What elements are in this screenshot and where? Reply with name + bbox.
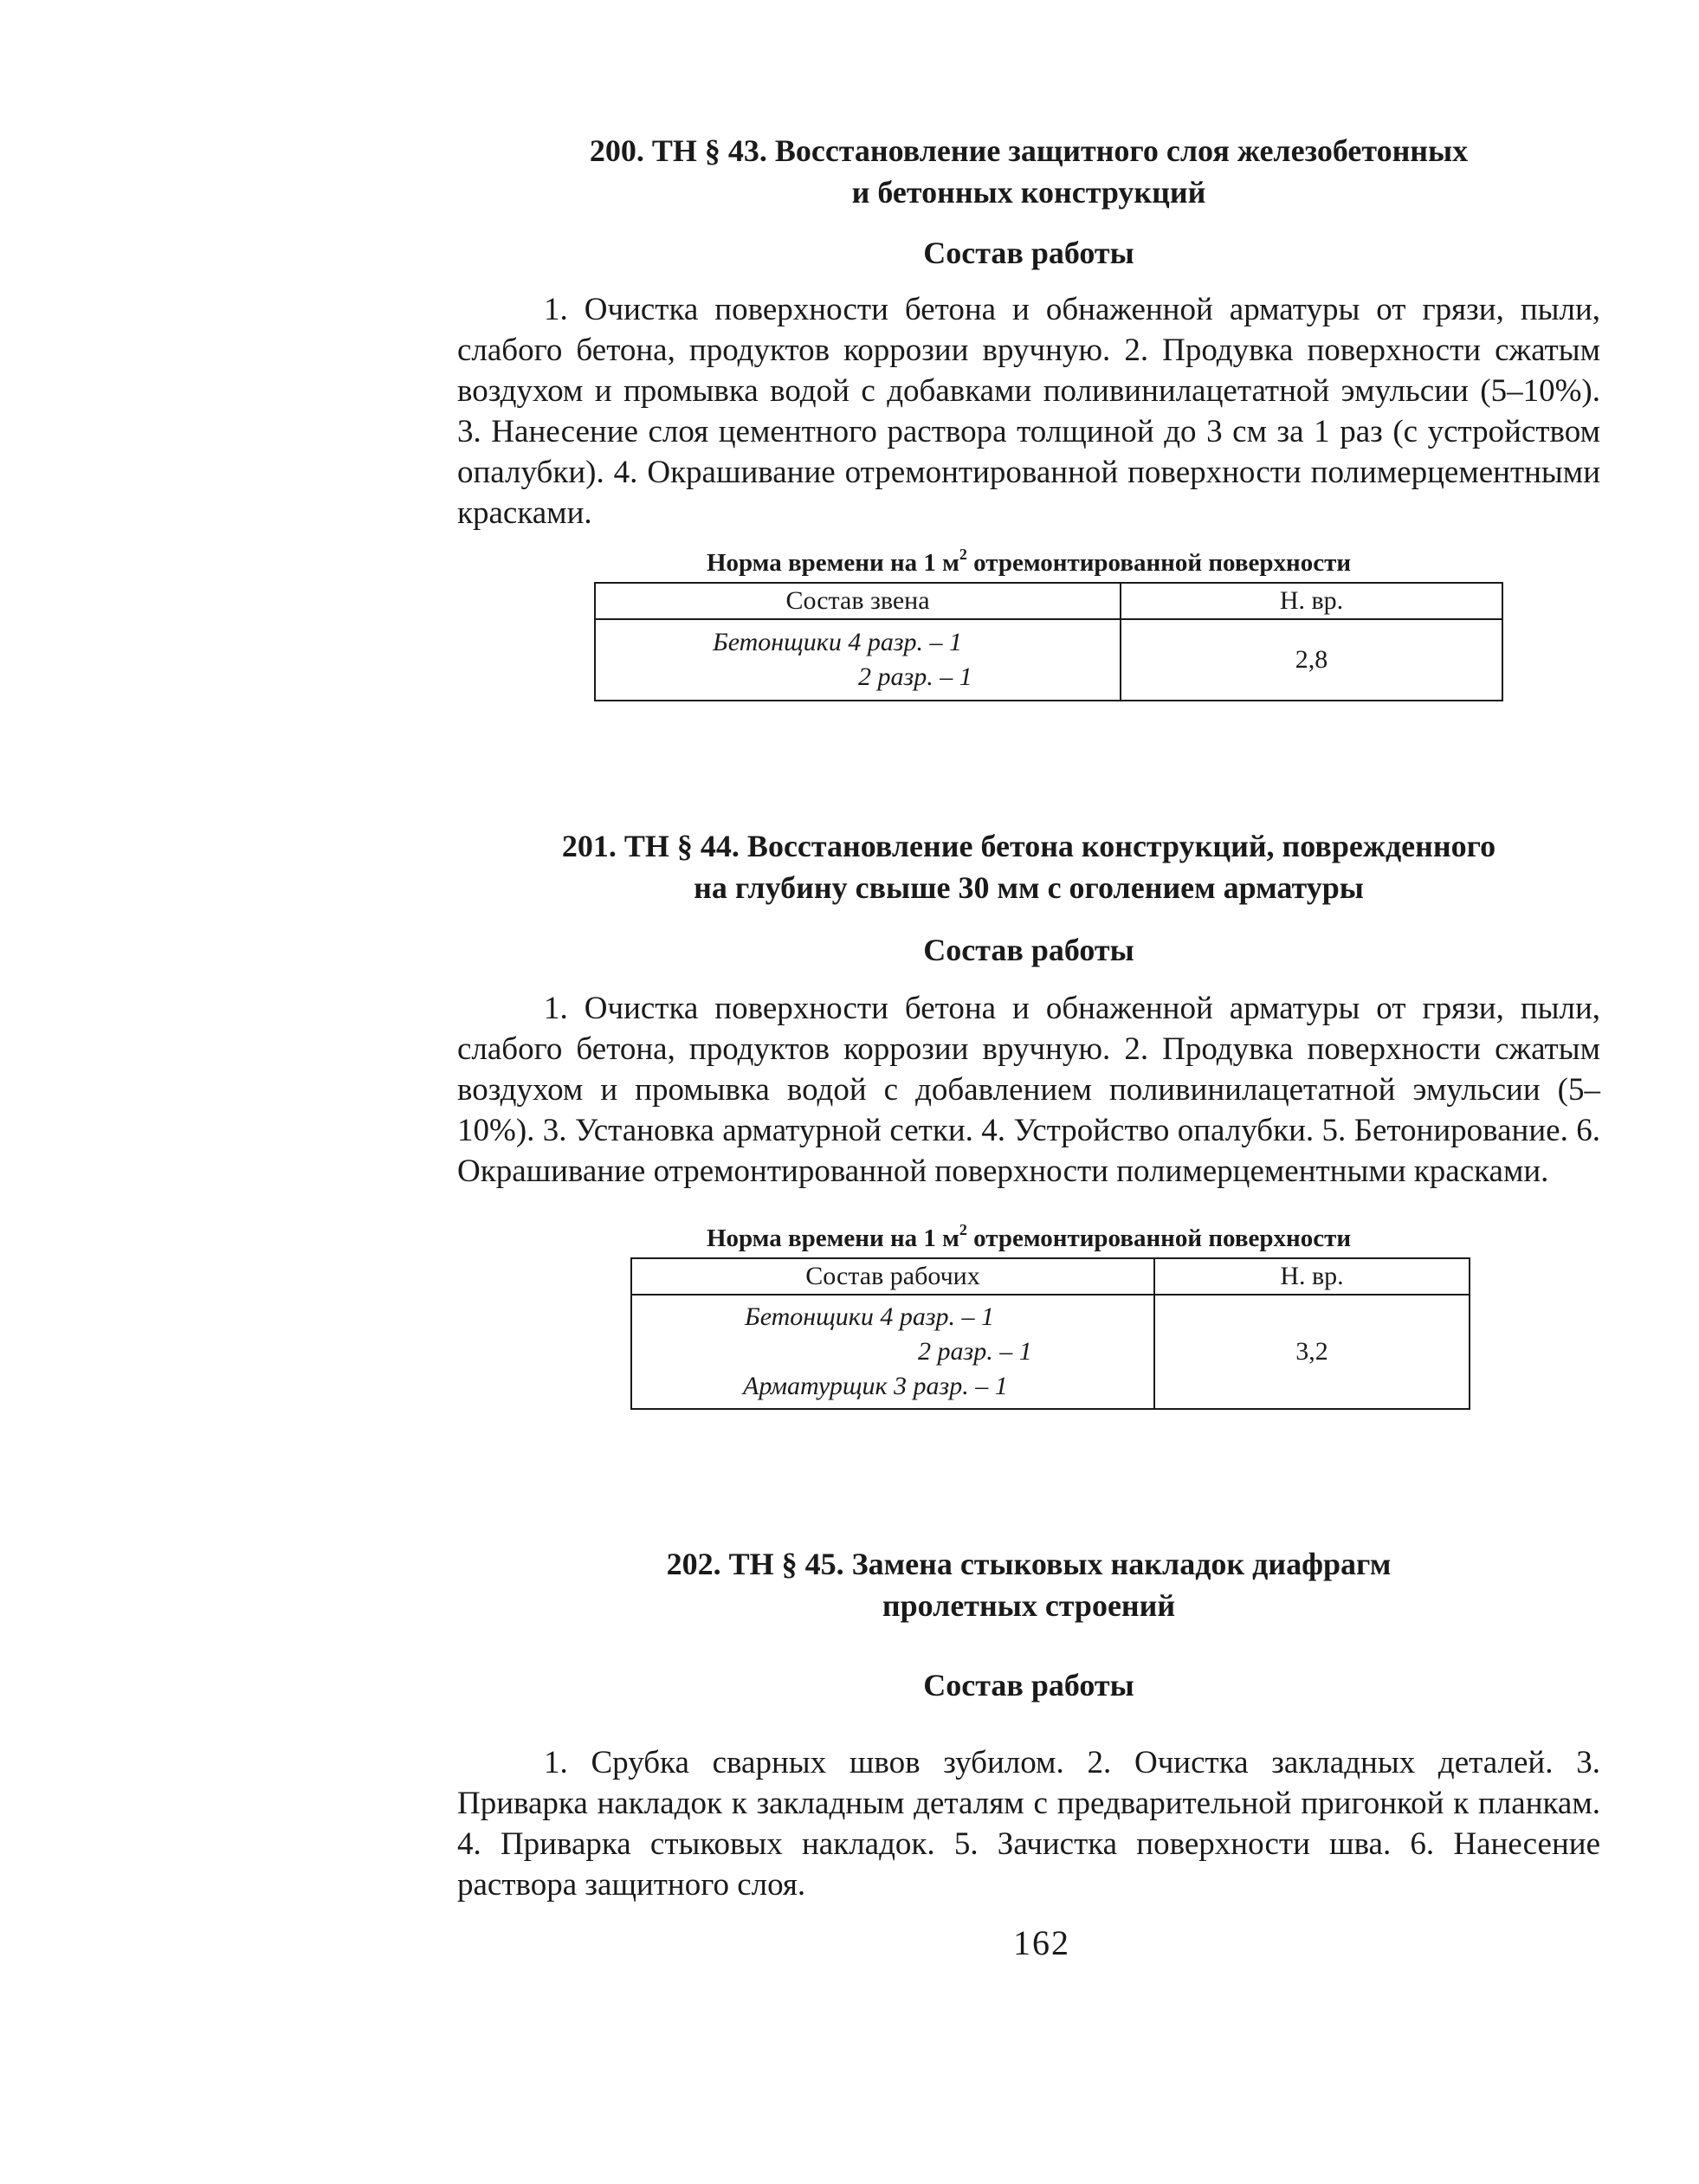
- section-heading: [457, 1543, 1600, 1626]
- work-composition-text: 1. Срубка сварных швов зубилом. 2. Очистка закладных деталей. 3. Приварка накладок к закладным деталям с предварительной пригонкой к планкам. 4. Приварка стыковых накладок. 5. Зачистка поверхности шва. 6. Нанесение раствора защитного слоя.: [457, 1745, 1600, 1903]
- time-norm-table: [630, 1257, 1470, 1410]
- time-norm-caption: [457, 546, 1600, 580]
- crew-line: Бетонщики 4 разр. – 1: [713, 628, 963, 656]
- column-header-crew: Состав звена: [595, 583, 1121, 619]
- heading-line-1: 200. ТН § 43. Восстановление защитного слоя железобетонных: [589, 133, 1469, 168]
- heading-line-2: на глубину свыше 30 мм с оголением арматуры: [694, 870, 1364, 905]
- time-value-cell: 2,8: [1121, 619, 1502, 701]
- column-header-crew: Состав рабочих: [631, 1258, 1154, 1295]
- page-number: 162: [1013, 1923, 1070, 1962]
- heading-line-2: и бетонных конструкций: [851, 175, 1206, 210]
- crew-line: Арматурщик 3 разр. – 1: [743, 1372, 1008, 1400]
- time-norm-caption: [457, 1221, 1600, 1256]
- caption-text: Норма времени на 1 м: [706, 1224, 959, 1252]
- caption-text-end: отремонтированной поверхности: [966, 549, 1352, 577]
- work-composition-title: Состав работы: [923, 236, 1134, 270]
- column-header-time: Н. вр.: [1154, 1258, 1470, 1295]
- section-202: [457, 1543, 1600, 1905]
- heading-line-1: 202. ТН § 45. Замена стыковых накладок диафрагм: [666, 1547, 1392, 1581]
- caption-text-end: отремонтированной поверхности: [966, 1224, 1352, 1252]
- section-heading: [457, 130, 1600, 213]
- table-header-row: [595, 583, 1502, 619]
- column-header-time: Н. вр.: [1121, 583, 1502, 619]
- crew-line: Бетонщики 4 разр. – 1: [745, 1302, 995, 1331]
- caption-text: Норма времени на 1 м: [706, 549, 959, 577]
- time-value-cell: 3,2: [1154, 1295, 1470, 1409]
- section-heading: [457, 825, 1600, 908]
- table-row: [595, 619, 1502, 701]
- work-composition-text: 1. Очистка поверхности бетона и обнаженной арматуры от грязи, пыли, слабого бетона, продуктов коррозии вручную. 2. Продувка поверхности сжатым воздухом и промывка водой с добавками поливинилацетатной эмульсии (5–10%). 3. Нанесение слоя цементного раствора толщиной до 3 см за 1 раз (с устройством опалубки). 4. Окрашивание отремонтированной поверхности полимерцементными красками.: [457, 292, 1600, 531]
- caption-superscript: 2: [959, 1221, 967, 1239]
- crew-line: 2 разр. – 1: [858, 662, 972, 691]
- table-row: [631, 1295, 1470, 1409]
- time-norm-table: [594, 582, 1503, 701]
- table-header-row: [631, 1258, 1470, 1295]
- section-200: [457, 130, 1600, 701]
- heading-line-2: пролетных строений: [882, 1588, 1176, 1623]
- work-composition-title: Состав работы: [923, 1668, 1134, 1703]
- section-201: [457, 825, 1600, 1410]
- caption-superscript: 2: [959, 546, 967, 564]
- work-composition-text: 1. Очистка поверхности бетона и обнаженной арматуры от грязи, пыли, слабого бетона, продуктов коррозии вручную. 2. Продувка поверхности сжатым воздухом и промывка водой с добавлением поливинилацетатной эмульсии (5–10%). 3. Установка арматурной сетки. 4. Устройство опалубки. 5. Бетонирование. 6. Окрашивание отремонтированной поверхности полимерцементными красками.: [457, 991, 1600, 1189]
- crew-cell: [631, 1295, 1154, 1409]
- heading-line-1: 201. ТН § 44. Восстановление бетона конструкций, поврежденного: [561, 829, 1496, 863]
- work-composition-title: Состав работы: [923, 933, 1134, 967]
- crew-line: 2 разр. – 1: [918, 1337, 1032, 1366]
- crew-cell: [595, 619, 1121, 701]
